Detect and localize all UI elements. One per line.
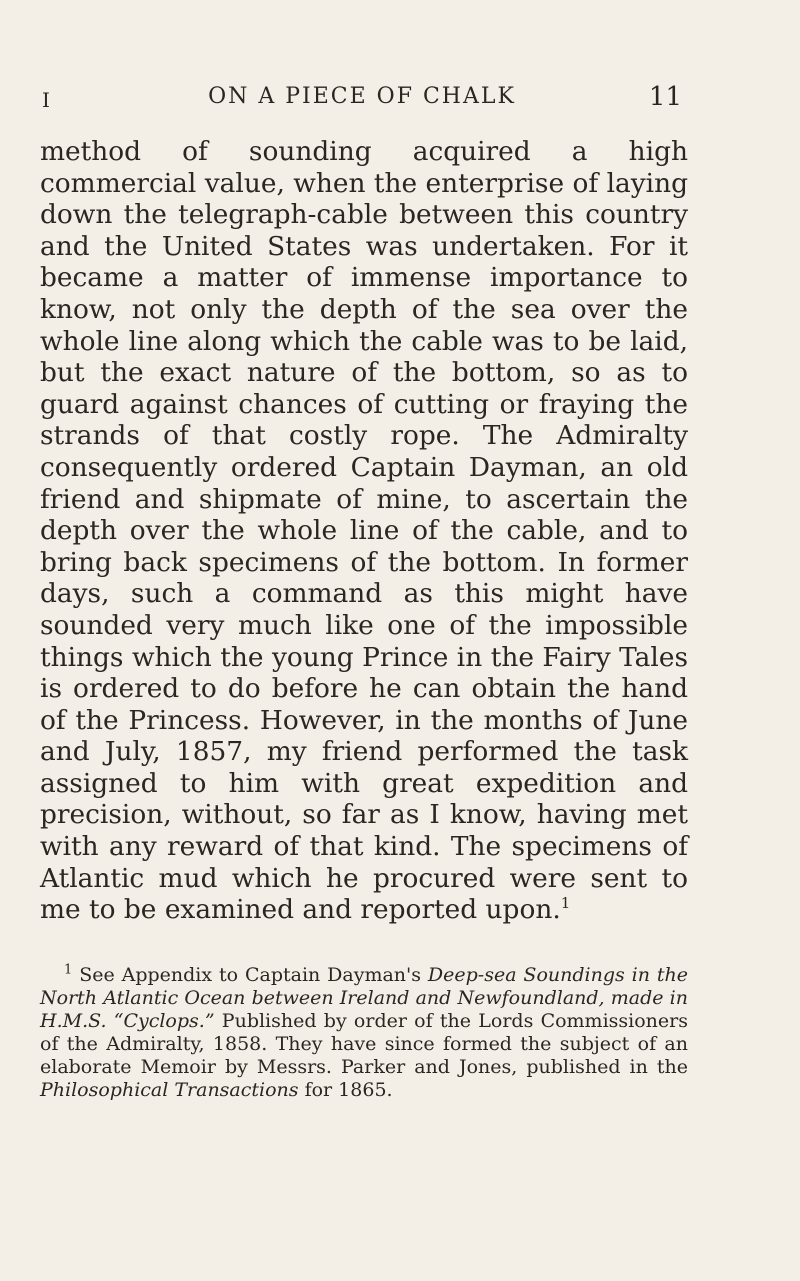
footnote-reference: 1: [560, 894, 571, 913]
page-number: 11: [648, 82, 682, 112]
running-title: ON A PIECE OF CHALK: [208, 84, 516, 109]
page-header: [42, 82, 682, 116]
footnote-book-title: Deep-sea Soundings in the North Atlantic Ocean between Ireland and Newfoundland, made in H.M.S. “Cyclops.”: [40, 964, 688, 1032]
footnote-journal-title: Philosophical Transactions: [40, 1079, 299, 1101]
footnote-end: for 1865.: [298, 1079, 393, 1101]
chapter-numeral: I: [42, 88, 51, 112]
footnote-marker: 1: [64, 962, 73, 978]
footnote-middle: Published by order of the Lords Commissioners of the Admiralty, 1858. They have since formed the subject of an elaborate Memoir by Messrs. Parker and Jones, published in the: [40, 1010, 688, 1078]
footnote-intro: See Appendix to Captain Dayman's: [79, 964, 428, 986]
body-paragraph-text: method of sounding acquired a high commercial value, when the enterprise of laying down the telegraph-cable between this country and the United States was undertaken. For it became a matter of immense importance to know, not only the depth of the sea over the whole line along which the cable was to be laid, but the exact nature of the bottom, so as to guard against chances of cutting or fraying the strands of that costly rope. The Admiralty consequently ordered Captain Dayman, an old friend and shipmate of mine, to ascertain the depth over the whole line of the cable, and to bring back specimens of the bottom. In former days, such a command as this might have sounded very much like one of the impossible things which the young Prince in the Fairy Tales is ordered to do before he can obtain the hand of the Princess. However, in the months of June and July, 1857, my friend performed the task assigned to him with great expedition and precision, without, so far as I know, having met with any reward of that kind. The specimens of Atlantic mud which he procured were sent to me to be examined and reported upon.: [40, 136, 688, 926]
footnote: [40, 964, 688, 1102]
body-paragraph: [40, 136, 688, 926]
